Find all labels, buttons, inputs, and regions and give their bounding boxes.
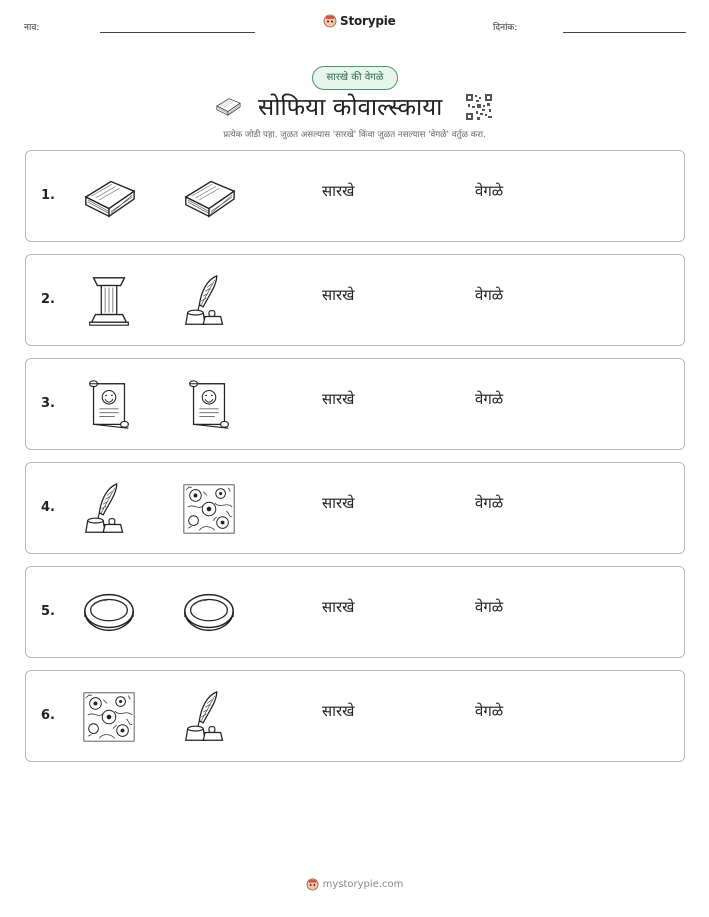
option-same[interactable]: सारखे: [322, 182, 355, 200]
question-number: 5.: [41, 604, 55, 619]
question-row: [25, 566, 685, 658]
question-number: 3.: [41, 396, 55, 411]
name-label: नाव:: [24, 23, 40, 33]
floral-pattern-icon: [180, 481, 238, 537]
activity-badge: सारखे की वेगळे: [312, 66, 398, 90]
option-same[interactable]: सारखे: [322, 598, 355, 616]
instructions-text: प्रत्येक जोडी पहा. जुळत असल्यास 'सारखे' किंवा जुळत नसल्यास 'वेगळे' वर्तुळ करा.: [223, 130, 486, 140]
book-icon: [180, 169, 238, 225]
question-number: 6.: [41, 708, 55, 723]
footer: [0, 878, 709, 891]
page-title: सोफिया कोवाल्स्काया: [258, 93, 443, 121]
quill-inkwell-icon: [80, 481, 138, 537]
title-row: [0, 90, 709, 124]
question-row: [25, 358, 685, 450]
option-same[interactable]: सारखे: [322, 494, 355, 512]
question-row: [25, 670, 685, 762]
date-line: [563, 32, 686, 33]
theatre-scroll-icon: [80, 377, 138, 433]
option-same[interactable]: सारखे: [322, 390, 355, 408]
option-different[interactable]: वेगळे: [475, 182, 504, 200]
question-row: [25, 254, 685, 346]
book-icon: [212, 93, 244, 119]
footer-url[interactable]: mystorypie.com: [322, 879, 404, 890]
option-different[interactable]: वेगळे: [475, 286, 504, 304]
date-label: दिनांक:: [493, 23, 518, 33]
storypie-mascot-icon: [323, 14, 337, 28]
question-number: 2.: [41, 292, 55, 307]
quill-inkwell-icon: [180, 273, 238, 329]
question-row: [25, 150, 685, 242]
book-icon: [80, 169, 138, 225]
option-different[interactable]: वेगळे: [475, 702, 504, 720]
option-different[interactable]: वेगळे: [475, 494, 504, 512]
name-line: [100, 32, 255, 33]
brand-name: Storypie: [340, 14, 396, 28]
option-different[interactable]: वेगळे: [475, 390, 504, 408]
option-same[interactable]: सारखे: [322, 286, 355, 304]
quill-inkwell-icon: [180, 689, 238, 745]
storypie-mascot-icon: [306, 878, 319, 891]
ring-icon: [80, 585, 138, 641]
question-number: 4.: [41, 500, 55, 515]
ring-icon: [180, 585, 238, 641]
floral-pattern-icon: [80, 689, 138, 745]
question-number: 1.: [41, 188, 55, 203]
brand-logo: [323, 14, 396, 28]
theatre-scroll-icon: [180, 377, 238, 433]
option-different[interactable]: वेगळे: [475, 598, 504, 616]
question-row: [25, 462, 685, 554]
option-same[interactable]: सारखे: [322, 702, 355, 720]
worksheet-header: [0, 12, 709, 42]
lectern-icon: [80, 273, 138, 329]
qr-code-icon: [465, 93, 493, 121]
